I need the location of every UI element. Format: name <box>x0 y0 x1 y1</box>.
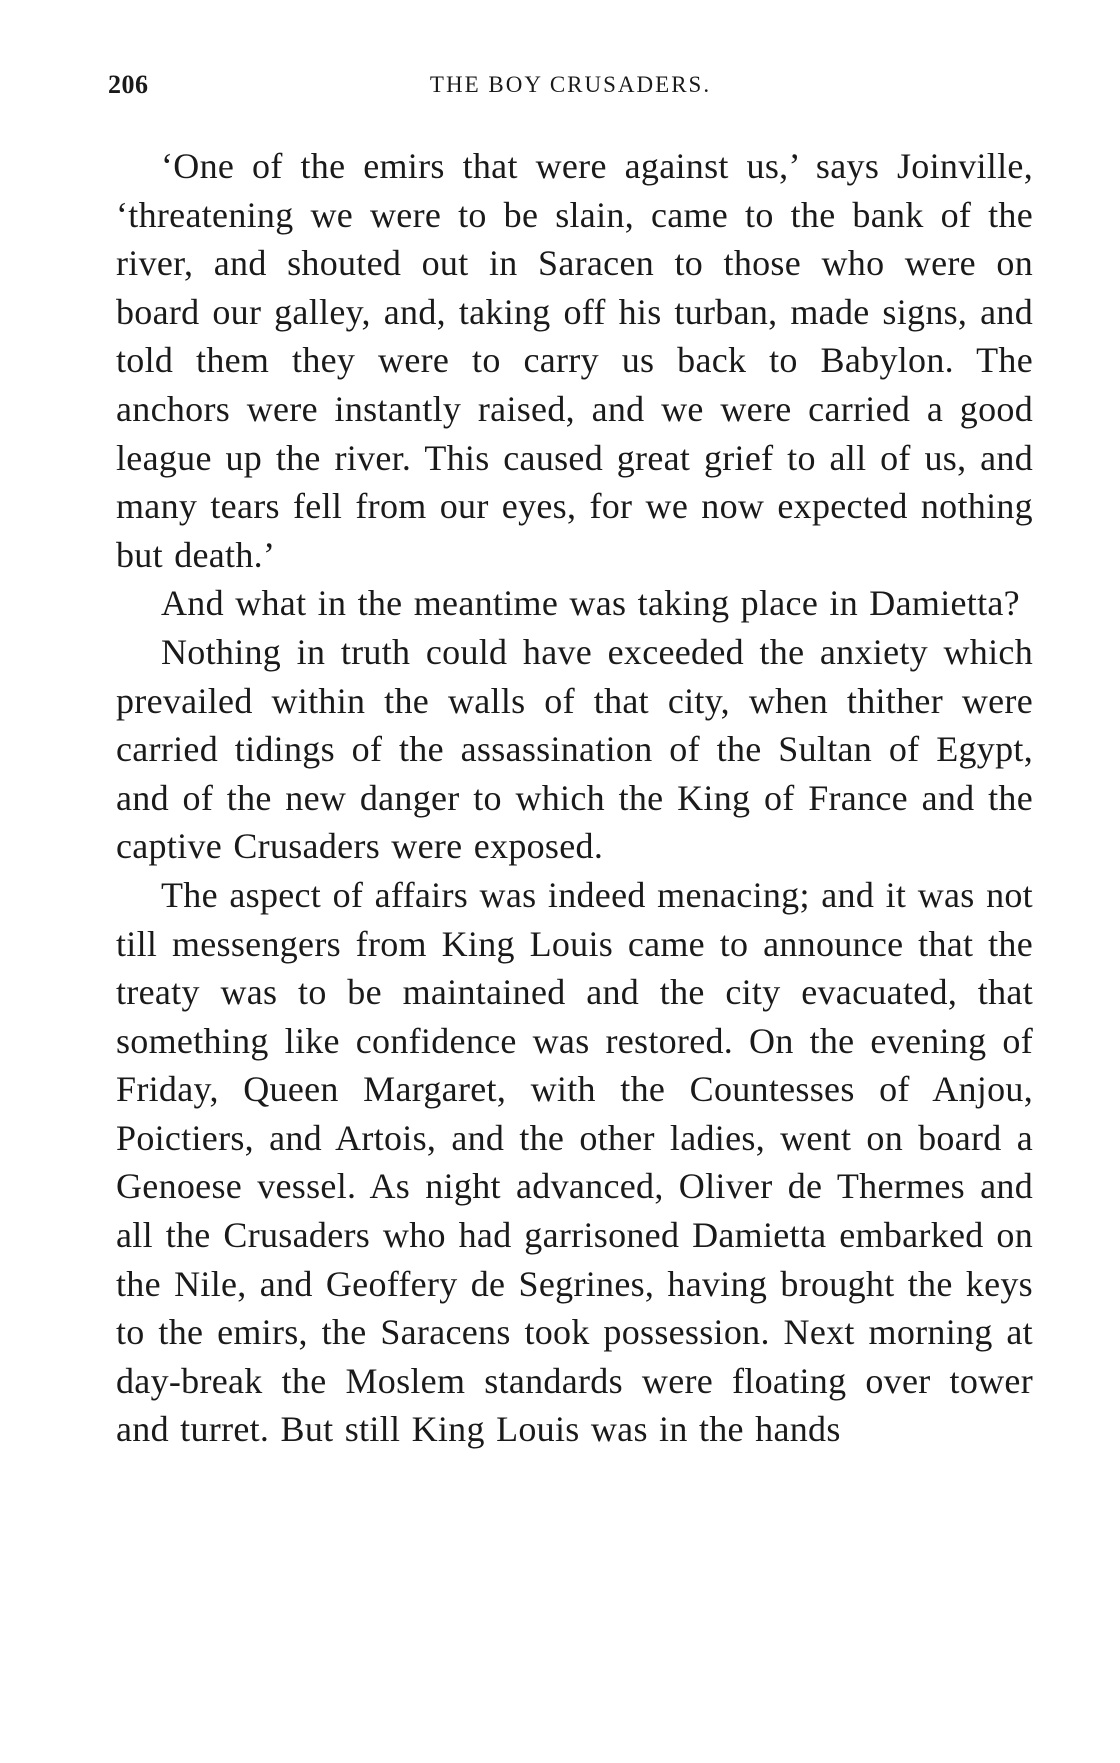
paragraph-joinville-quote: ‘One of the emirs that were against us,’ says Joinville, ‘threatening we were to be slain, came to the bank of the river, and shouted out in Saracen to those who were on board our galley, and, taking off his turban, made signs, and told them they were to carry us back to Babylon. The anchors were instantly raised, and we were carried a good league up the river. This caused great grief to all of us, and many tears fell from our eyes, for we now expected nothing but death.’ <box>116 146 1033 575</box>
paragraph-damietta-question: And what in the meantime was taking place in Damietta? <box>161 583 1020 624</box>
page-number: 206 <box>108 70 149 99</box>
body-text <box>116 142 1033 1454</box>
page-header <box>108 70 1033 110</box>
running-title: THE BOY CRUSADERS. <box>429 72 712 97</box>
paragraph-affairs: The aspect of affairs was indeed menacing; and it was not till messengers from King Louis came to announce that the treaty was to be maintained and the city evacuated, that something like confidence was restored. On the evening of Friday, Queen Margaret, with the Countesses of Anjou, Poictiers, and Artois, and the other ladies, went on board a Genoese vessel. As night advanced, Oliver de Thermes and all the Crusaders who had garrisoned Damietta embarked on the Nile, and Geoffery de Segrines, having brought the keys to the emirs, the Saracens took possession. Next morning at day-break the Moslem standards were floating over tower and turret. But still King Louis was in the hands <box>116 874 1033 1450</box>
paragraph-anxiety: Nothing in truth could have exceeded the anxiety which prevailed within the walls of that city, when thither were carried tidings of the assassination of the Sultan of Egypt, and of the new danger to which the King of France and the captive Crusaders were exposed. <box>116 631 1033 867</box>
